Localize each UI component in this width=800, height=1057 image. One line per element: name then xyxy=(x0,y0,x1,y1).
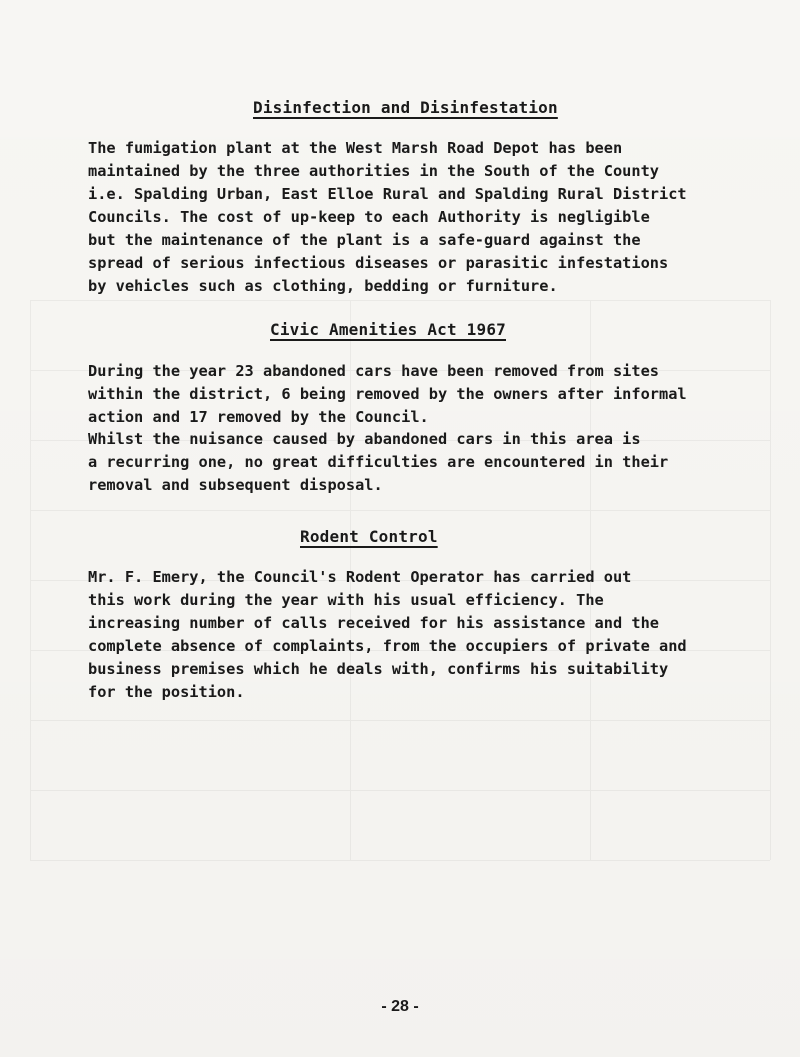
page-number: - 28 - xyxy=(381,998,419,1015)
section-body-rodent-control: Mr. F. Emery, the Council's Rodent Operator has carried out this work during the year with his usual efficiency. The increasing number of calls received for his assistance and the complete absence of complaints, from the occupiers of private and business premises which he deals with, confirms his suitability for the position. xyxy=(88,568,687,701)
section-paragraph-nuisance: Whilst the nuisance caused by abandoned cars in this area is a recurring one, no great difficulties are encountered in their removal and subsequent disposal. xyxy=(88,430,669,494)
section-heading-disinfection: Disinfection and Disinfestation xyxy=(253,98,558,117)
section-body-disinfection: The fumigation plant at the West Marsh Road Depot has been maintained by the three authorities in the South of the County i.e. Spalding Urban, East Elloe Rural and Spalding Rural District Councils. The cost of up-keep to each Authority is negligible but the maintenance of the plant is a safe-guard against the spread of serious infectious diseases or parasitic infestations by vehicles such as clothing, bedding or furniture. xyxy=(88,139,687,295)
section-heading-rodent-control: Rodent Control xyxy=(300,527,438,546)
section-heading-civic-amenities: Civic Amenities Act 1967 xyxy=(270,320,506,339)
section-paragraph-abandoned-cars: During the year 23 abandoned cars have been removed from sites within the district, 6 being removed by the owners after informal action and 17 removed by the Council. xyxy=(88,362,687,426)
